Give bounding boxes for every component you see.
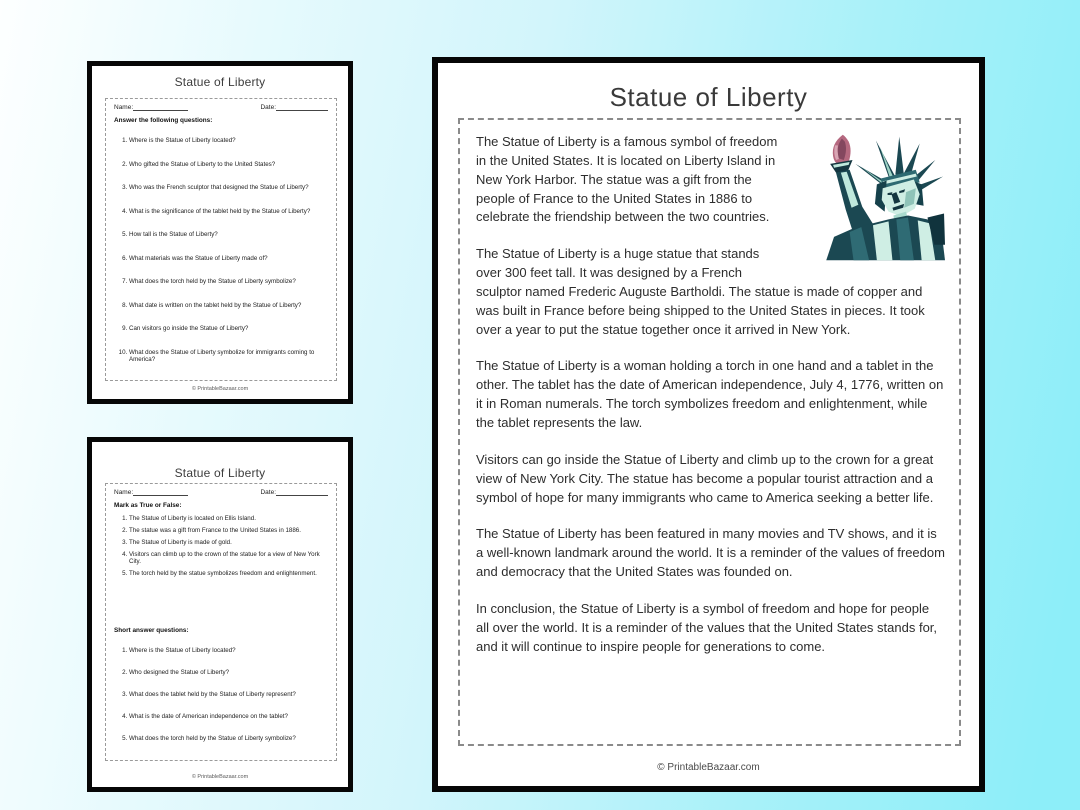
passage-paragraph: In conclusion, the Statue of Liberty is a symbol of freedom and hope for people all over the world. It is a reminder of the values that the United States stands for, and it will continue to inspire people for generations to come. <box>476 600 938 654</box>
copyright-footer: © PrintableBazaar.com <box>657 762 760 773</box>
question-list <box>114 137 328 363</box>
name-blank-line <box>133 489 188 496</box>
reading-passage-page <box>432 57 985 792</box>
truefalse-item: 2. The statue was a gift from France to the United States in 1886. <box>129 527 328 534</box>
question-item: 3. Who was the French sculptor that designed the Statue of Liberty? <box>129 184 328 191</box>
passage-paragraph: The Statue of Liberty is a woman holding a torch in one hand and a tablet in the other. The tablet has the date of American independence, July 4, 1776, written on it in Roman numerals. The torch symbolizes freedom and enlightenment, while the tablet represents the law. <box>476 358 944 430</box>
worksheet-frame <box>105 483 337 761</box>
name-label: Name: <box>114 489 134 496</box>
date-label: Date: <box>260 489 277 496</box>
copyright-footer: © PrintableBazaar.com <box>191 386 249 392</box>
truefalse-heading: Mark as True or False: <box>114 502 182 509</box>
name-label: Name: <box>114 104 134 111</box>
question-item: 4. What is the significance of the tablet held by the Statue of Liberty? <box>129 208 328 215</box>
statue-of-liberty-illustration <box>799 133 945 261</box>
worksheet-frame <box>105 98 337 381</box>
truefalse-item: 1. The Statue of Liberty is located on Ellis Island. <box>129 515 328 522</box>
section-heading: Answer the following questions: <box>114 117 213 124</box>
name-blank-line <box>133 104 188 111</box>
question-item: 2. Who gifted the Statue of Liberty to the United States? <box>129 161 328 168</box>
truefalse-item: 3. The Statue of Liberty is made of gold. <box>129 539 328 546</box>
shortanswer-item: 4. What is the date of American independence on the tablet? <box>129 713 328 720</box>
page-title: Statue of Liberty <box>174 466 266 480</box>
truefalse-list <box>114 515 328 577</box>
name-date-row <box>114 489 328 496</box>
question-item: 6. What materials was the Statue of Liberty made of? <box>129 255 328 262</box>
page-title: Statue of Liberty <box>609 82 808 112</box>
question-item: 1. Where is the Statue of Liberty located? <box>129 137 328 144</box>
truefalse-item: 4. Visitors can climb up to the crown of the statue for a view of New York City. <box>129 551 328 565</box>
passage-paragraph: The Statue of Liberty is a huge statue that stands over 300 feet tall. It was designed by a French sculptor named Frederic Auguste Bartholdi. The statue is made of copper and was built in France before being shipped to the United States in pieces. It took over a year to put the statue together once it arrived in New York. <box>476 246 925 337</box>
passage-paragraph: Visitors can go inside the Statue of Liberty and climb up to the crown for a great view of New York City. The statue has become a popular tourist attraction and a symbol of hope for many immigrants who came to America seeking a better life. <box>476 451 934 505</box>
passage-text <box>476 133 945 656</box>
question-item: 9. Can visitors go inside the Statue of Liberty? <box>129 325 328 332</box>
shortanswer-item: 5. What does the torch held by the Statue of Liberty symbolize? <box>129 735 328 742</box>
shortanswer-item: 3. What does the tablet held by the Statue of Liberty represent? <box>129 691 328 698</box>
question-item: 5. How tall is the Statue of Liberty? <box>129 231 328 238</box>
date-label: Date: <box>260 104 277 111</box>
truefalse-item: 5. The torch held by the statue symbolizes freedom and enlightenment. <box>129 570 328 577</box>
shortanswer-item: 1. Where is the Statue of Liberty located? <box>129 647 328 654</box>
question-item: 8. What date is written on the tablet held by the Statue of Liberty? <box>129 302 328 309</box>
passage-paragraph: The Statue of Liberty is a famous symbol of freedom in the United States. It is located on Liberty Island in New York Harbor. The statue was a gift from the people of France to the United States in 1886 to celebrate the friendship between the two countries. <box>476 134 778 225</box>
page-title: Statue of Liberty <box>174 75 266 89</box>
question-item: 7. What does the torch held by the Statue of Liberty symbolize? <box>129 278 328 285</box>
passage-frame <box>458 118 961 746</box>
date-blank-line <box>276 489 328 496</box>
shortanswer-item: 2. Who designed the Statue of Liberty? <box>129 669 328 676</box>
worksheet-page-truefalse <box>87 437 353 792</box>
date-blank-line <box>276 104 328 111</box>
shortanswer-list <box>114 647 328 742</box>
question-item: 10. What does the Statue of Liberty symbolize for immigrants coming to America? <box>129 349 328 363</box>
name-date-row <box>114 104 328 111</box>
shortanswer-heading: Short answer questions: <box>114 627 189 634</box>
worksheet-page-questions <box>87 61 353 404</box>
passage-paragraph: The Statue of Liberty has been featured in many movies and TV shows, and it is a well-known landmark around the world. It is a reminder of the values of freedom and democracy that the United States was founded on. <box>476 526 945 580</box>
copyright-footer: © PrintableBazaar.com <box>191 774 249 780</box>
